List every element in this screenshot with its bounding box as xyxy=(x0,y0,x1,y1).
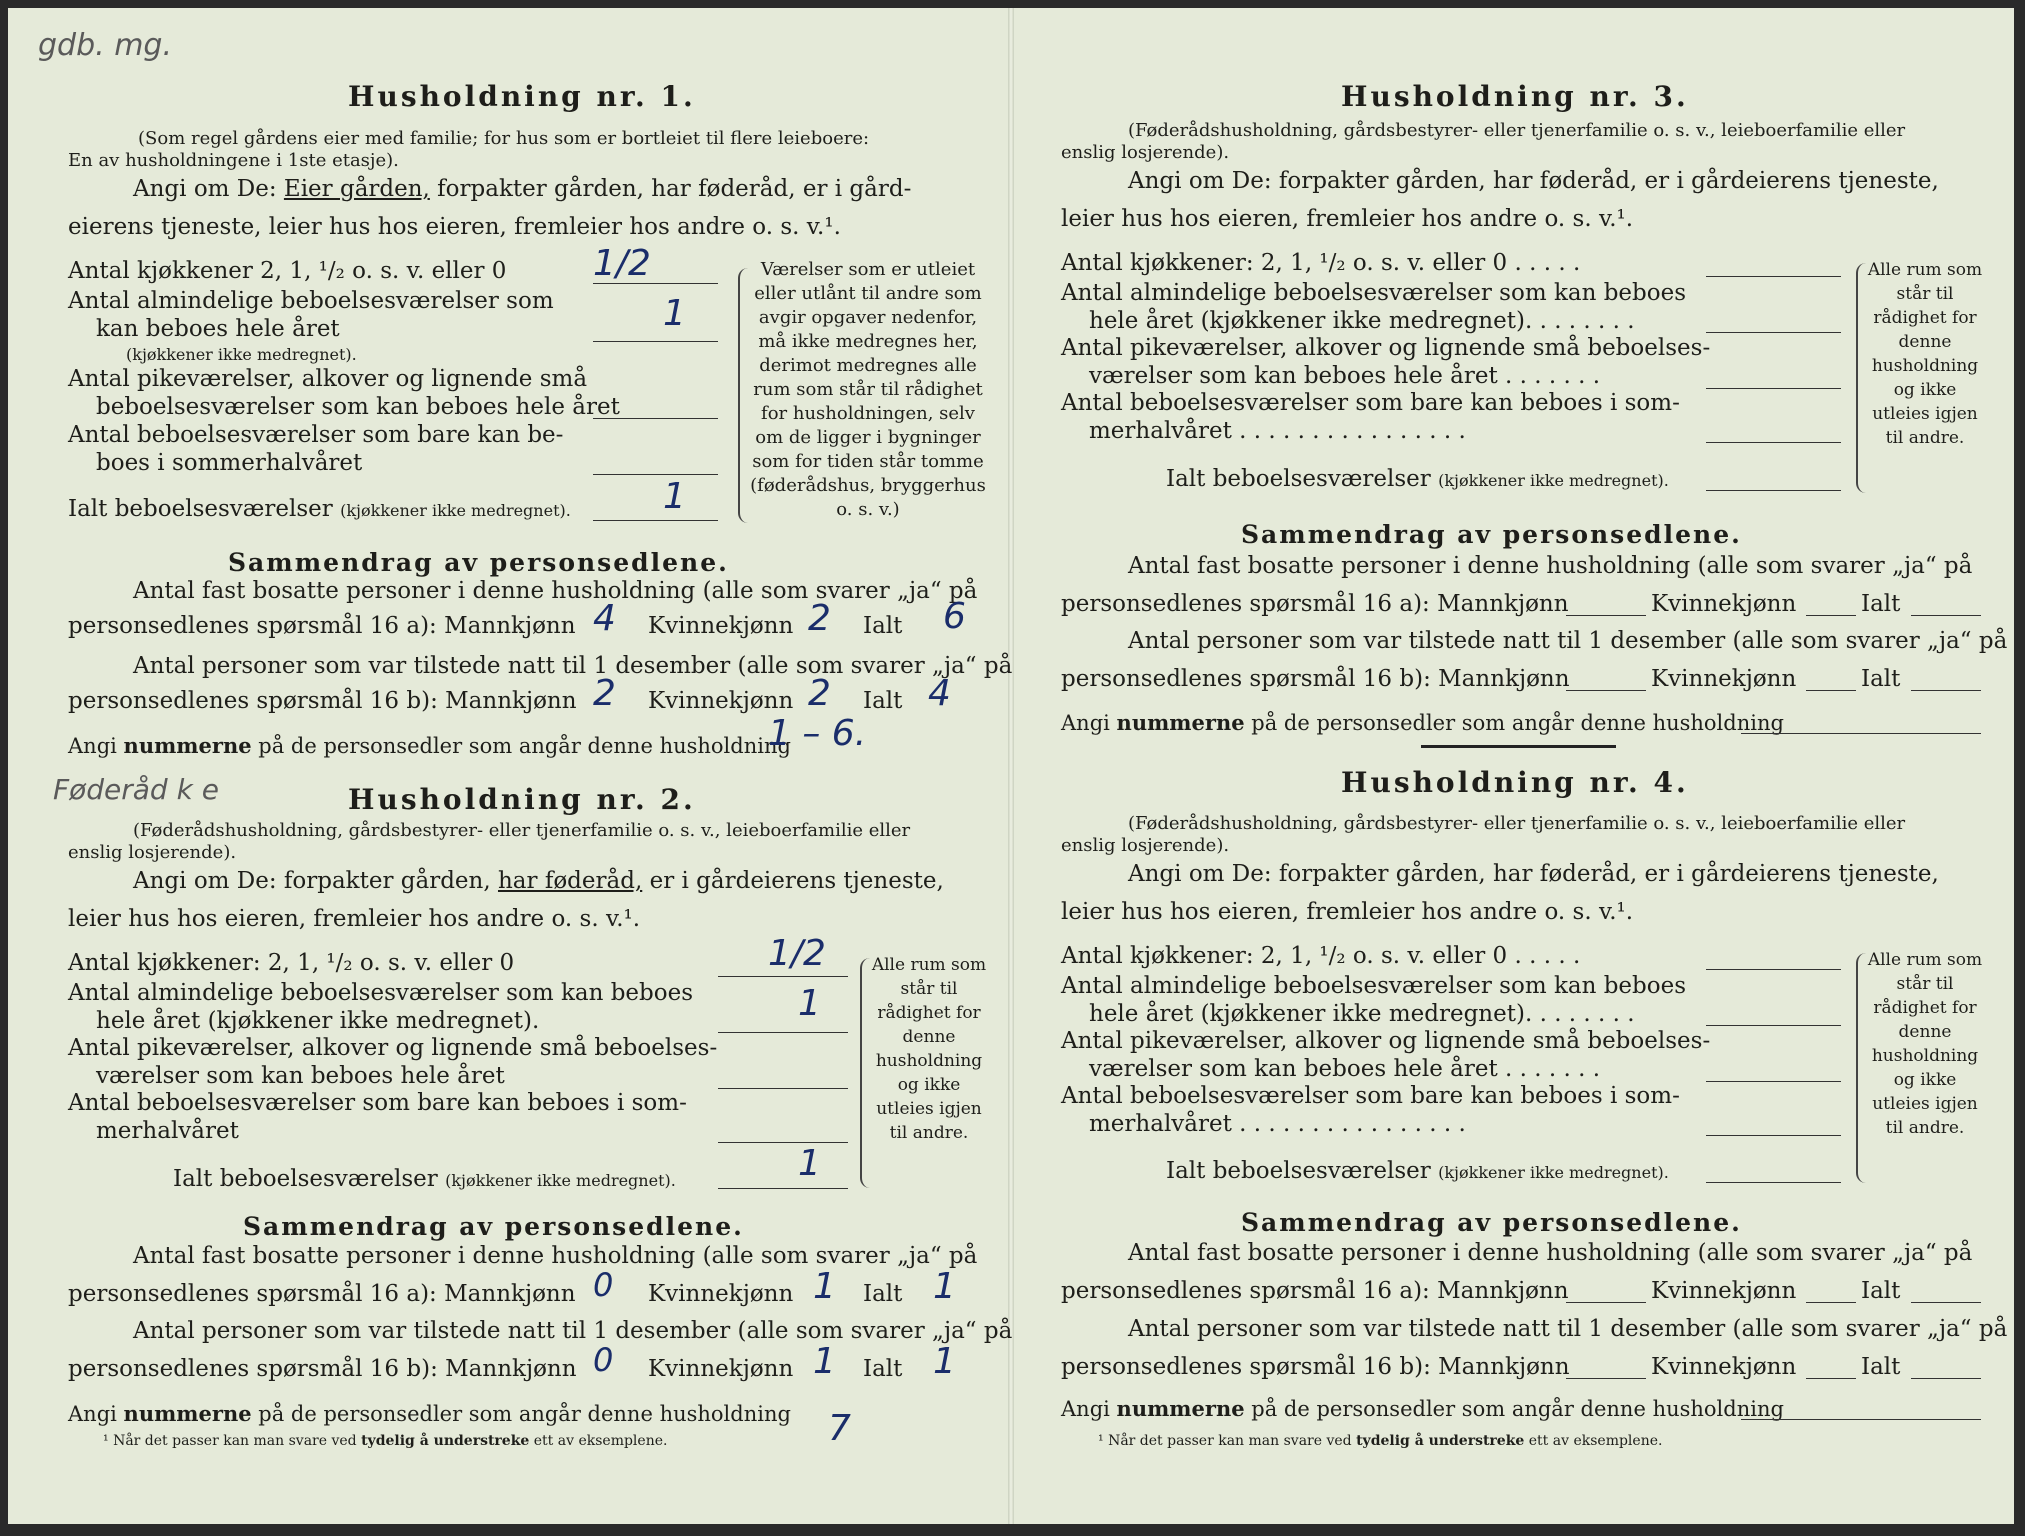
h1-a-kitchen: 1/2 xyxy=(593,243,651,284)
h3-tilst-kvinne-label: Kvinnekjønn xyxy=(1651,666,1797,692)
h2-fast-line1: Antal fast bosatte personer i denne husholdning (alle som svarer „ja“ på xyxy=(133,1243,978,1269)
h4-ialt-note: (kjøkkener ikke medregnet). xyxy=(1438,1163,1669,1182)
left-page xyxy=(8,8,1011,1524)
h3-fast-k-line xyxy=(1806,615,1856,616)
h1-angi-label: Angi om De: xyxy=(133,176,277,202)
h1-fast-line2 xyxy=(68,613,576,639)
h2-angi-line1 xyxy=(133,868,944,894)
h4-summary-title: Sammendrag av personsedlene. xyxy=(1241,1208,1742,1237)
h1-fast-k: 2 xyxy=(808,598,831,639)
h3-note-line2: enslig losjerende). xyxy=(1061,142,1230,163)
h1-ialt-label: Ialt beboelsesværelser xyxy=(68,496,333,522)
h2-sommer-line xyxy=(718,1142,848,1143)
h4-note-line2: enslig losjerende). xyxy=(1061,835,1230,856)
h1-q-pike1: Antal pikeværelser, alkover og lignende små xyxy=(68,366,588,392)
h2-a-kitchen: 1/2 xyxy=(768,933,826,974)
h4-q-pike1: Antal pikeværelser, alkover og lignende små beboelses- xyxy=(1061,1028,1711,1054)
h1-title: Husholdning nr. 1. xyxy=(348,80,696,113)
h2-q-kitchen: Antal kjøkkener: 2, 1, ¹/₂ o. s. v. eller 0 xyxy=(68,950,515,976)
h4-sommer-line xyxy=(1706,1135,1841,1136)
h2-fast-k: 1 xyxy=(813,1266,836,1307)
h3-q-alm1: Antal almindelige beboelsesværelser som kan beboes xyxy=(1061,280,1687,306)
h4-alm-line xyxy=(1706,1025,1841,1026)
h2-tilst-i: 1 xyxy=(933,1341,956,1382)
h1-angi-line1 xyxy=(133,176,911,202)
h3-tilst-label: personsedlenes spørsmål 16 b): Mannkjønn xyxy=(1061,666,1570,692)
h1-tilst-label: personsedlenes spørsmål 16 b): Mannkjønn xyxy=(68,688,577,714)
h3-note-line1: (Føderådshusholdning, gårdsbestyrer- eller tjenerfamilie o. s. v., leieboerfamilie eller xyxy=(1128,120,1906,141)
h1-tilst-ialt-label: Ialt xyxy=(863,688,903,714)
h1-angi-line2: eierens tjeneste, leier hus hos eieren, fremleier hos andre o. s. v.¹. xyxy=(68,214,841,240)
h2-q-sommer1: Antal beboelsesværelser som bare kan beboes i som- xyxy=(68,1090,687,1116)
h3-q-ialt xyxy=(1166,466,1669,492)
h2-tilst-ialt-label: Ialt xyxy=(863,1356,903,1382)
h1-a-alm: 1 xyxy=(663,293,686,334)
h1-tilst-k: 2 xyxy=(808,673,831,714)
h2-footnote-bold: tydelig å understreke xyxy=(361,1433,530,1449)
section-separator xyxy=(1421,745,1616,748)
h2-tilst-k: 1 xyxy=(813,1341,836,1382)
h1-fast-i: 6 xyxy=(943,596,966,637)
h2-a-alm: 1 xyxy=(798,983,821,1024)
h4-ialt-line xyxy=(1706,1182,1841,1183)
h2-footnote-pre: ¹ Når det passer kan man svare ved xyxy=(103,1433,357,1449)
h2-q-pike1: Antal pikeværelser, alkover og lignende små beboelses- xyxy=(68,1035,718,1061)
h1-tilst-m: 2 xyxy=(593,673,616,714)
h2-fast-m: 0 xyxy=(593,1266,614,1304)
h4-pike-line xyxy=(1706,1081,1841,1082)
h4-fast-kvinne-label: Kvinnekjønn xyxy=(1651,1278,1797,1304)
h4-side-note: Alle rum som står til rådighet for denne husholdning og ikke utleies igjen til andre. xyxy=(1867,950,1983,1138)
h2-angi-foderad-underlined: har føderåd, xyxy=(497,868,643,894)
h1-pike-line xyxy=(593,418,718,419)
h2-ialt-label: Ialt beboelsesværelser xyxy=(173,1166,438,1192)
h3-fast-ialt-label: Ialt xyxy=(1861,591,1901,617)
h1-tilst-kvinne-label: Kvinnekjønn xyxy=(648,688,794,714)
h1-fast-ialt-label: Ialt xyxy=(863,613,903,639)
h2-kitchen-line xyxy=(718,976,848,977)
h2-pencil-note: Føderåd k e xyxy=(53,773,219,806)
h4-tilst-ialt-label: Ialt xyxy=(1861,1354,1901,1380)
h4-fast-ialt-label: Ialt xyxy=(1861,1278,1901,1304)
h1-sommer-line xyxy=(593,474,718,475)
h1-nummer-pre: Angi xyxy=(68,734,117,758)
h3-ialt-line xyxy=(1706,490,1841,491)
h3-tilst-i-line xyxy=(1911,690,1981,691)
h1-summary-title: Sammendrag av personsedlene. xyxy=(228,548,729,577)
h1-fast-label: personsedlenes spørsmål 16 a): Mannkjønn xyxy=(68,613,576,639)
h4-fast-k-line xyxy=(1806,1302,1856,1303)
h4-fast-i-line xyxy=(1911,1302,1981,1303)
h3-nummer-line xyxy=(1061,710,1784,735)
h4-kitchen-line xyxy=(1706,969,1841,970)
h4-q-alm2: hele året (kjøkkener ikke medregnet). . . . . . . . xyxy=(1089,1001,1635,1027)
h2-title: Husholdning nr. 2. xyxy=(348,783,696,816)
h3-q-kitchen: Antal kjøkkener: 2, 1, ¹/₂ o. s. v. eller 0 . . . . . xyxy=(1061,250,1581,276)
h1-side-note: Værelser som er utleiet eller utlånt til andre som avgir opgaver nedenfor, må ikke medregnes her, derimot medregnes alle rum som står til rådighet for husholdningen, selv om de ligger i bygninger som for tiden står tomme (føderådshus, bryggerhus o. s. v.) xyxy=(750,259,986,520)
h3-sommer-line xyxy=(1706,442,1841,443)
h3-q-sommer2: merhalvåret . . . . . . . . . . . . . . . . xyxy=(1089,418,1466,444)
h3-tilst-ialt-label: Ialt xyxy=(1861,666,1901,692)
h4-q-sommer2: merhalvåret . . . . . . . . . . . . . . . . xyxy=(1089,1111,1466,1137)
h1-kitchen-line xyxy=(593,283,718,284)
h3-fast-m-line xyxy=(1566,615,1646,616)
h1-q-alm2: kan beboes hele året xyxy=(96,316,340,342)
h3-tilst-line1: Antal personer som var tilstede natt til 1 desember (alle som svarer „ja“ på xyxy=(1128,628,2008,654)
h1-nummer-val: 1 – 6. xyxy=(768,713,867,754)
h3-nummer-pre: Angi xyxy=(1061,711,1110,735)
h3-tilst-m-line xyxy=(1566,690,1646,691)
h2-pike-line xyxy=(718,1088,848,1089)
h1-fast-line1: Antal fast bosatte personer i denne husholdning (alle som svarer „ja“ på xyxy=(133,578,978,604)
h4-footnote-pre: ¹ Når det passer kan man svare ved xyxy=(1098,1433,1352,1449)
h3-alm-line xyxy=(1706,332,1841,333)
h3-angi-line2: leier hus hos eieren, fremleier hos andre o. s. v.¹. xyxy=(1061,206,1634,232)
h4-fast-m-line xyxy=(1566,1302,1646,1303)
h2-q-alm2: hele året (kjøkkener ikke medregnet). xyxy=(96,1008,540,1034)
h1-fast-m: 4 xyxy=(593,598,616,639)
right-page xyxy=(1011,8,2014,1524)
h1-q-pike2: beboelsesværelser som kan beboes hele året xyxy=(96,394,620,420)
h3-title: Husholdning nr. 3. xyxy=(1341,80,1689,113)
h3-nummer-post: på de personsedler som angår denne husholdning xyxy=(1251,711,1784,735)
h4-tilst-label: personsedlenes spørsmål 16 b): Mannkjønn xyxy=(1061,1354,1570,1380)
h3-fast-i-line xyxy=(1911,615,1981,616)
h2-fast-label: personsedlenes spørsmål 16 a): Mannkjønn xyxy=(68,1281,576,1307)
h2-nummer-bold: nummerne xyxy=(123,1401,252,1426)
h3-q-pike2: værelser som kan beboes hele året . . . . . . . xyxy=(1089,363,1601,389)
h2-ialt-line xyxy=(718,1188,848,1189)
h3-tilst-k-line xyxy=(1806,690,1856,691)
h2-note-line2: enslig losjerende). xyxy=(68,842,237,863)
h3-pike-line xyxy=(1706,388,1841,389)
h4-q-ialt xyxy=(1166,1158,1669,1184)
h2-alm-line xyxy=(718,1032,848,1033)
h2-a-ialt: 1 xyxy=(798,1143,821,1184)
h2-side-note: Alle rum som står til rådighet for denne husholdning og ikke utleies igjen til andre. xyxy=(871,955,987,1143)
h2-q-pike2: værelser som kan beboes hele året xyxy=(96,1063,505,1089)
h4-q-kitchen: Antal kjøkkener: 2, 1, ¹/₂ o. s. v. eller 0 . . . . . xyxy=(1061,943,1581,969)
h4-tilst-line1: Antal personer som var tilstede natt til 1 desember (alle som svarer „ja“ på xyxy=(1128,1316,2008,1342)
h4-angi-line1: Angi om De: forpakter gården, har føderåd, er i gårdeierens tjeneste, xyxy=(1128,861,1939,887)
h1-q-kitchen: Antal kjøkkener 2, 1, ¹/₂ o. s. v. eller 0 xyxy=(68,258,507,284)
h4-q-sommer1: Antal beboelsesværelser som bare kan beboes i som- xyxy=(1061,1083,1680,1109)
h1-tilst-i: 4 xyxy=(928,673,951,714)
h2-q-alm1: Antal almindelige beboelsesværelser som kan beboes xyxy=(68,980,694,1006)
h1-q-alm1: Antal almindelige beboelsesværelser som xyxy=(68,288,554,314)
h2-nummer-val: 7 xyxy=(828,1408,851,1449)
h4-footnote xyxy=(1098,1433,1662,1449)
h1-fast-kvinne-label: Kvinnekjønn xyxy=(648,613,794,639)
h4-tilst-i-line xyxy=(1911,1378,1981,1379)
h4-footnote-post: ett av eksemplene. xyxy=(1528,1433,1663,1449)
h2-angi-label: Angi om De: forpakter gården, xyxy=(133,868,491,894)
census-form-sheet xyxy=(8,8,2014,1524)
h1-ialt-line xyxy=(593,520,718,521)
h2-nummer-line xyxy=(68,1401,791,1426)
h2-nummer-pre: Angi xyxy=(68,1402,117,1426)
h1-q-sommer2: boes i sommerhalvåret xyxy=(96,450,363,476)
h1-tilst-line1: Antal personer som var tilstede natt til 1 desember (alle som svarer „ja“ på xyxy=(133,653,1013,679)
h2-fast-ialt-label: Ialt xyxy=(863,1281,903,1307)
h2-tilst-kvinne-label: Kvinnekjønn xyxy=(648,1356,794,1382)
h2-tilst-line1: Antal personer som var tilstede natt til 1 desember (alle som svarer „ja“ på xyxy=(133,1318,1013,1344)
h3-fast-line1: Antal fast bosatte personer i denne husholdning (alle som svarer „ja“ på xyxy=(1128,553,1973,579)
h3-angi-line1: Angi om De: forpakter gården, har føderåd, er i gårdeierens tjeneste, xyxy=(1128,168,1939,194)
h4-q-pike2: værelser som kan beboes hele året . . . . . . . xyxy=(1089,1056,1601,1082)
h4-nummer-line-blank xyxy=(1741,1419,1981,1420)
h2-q-ialt xyxy=(173,1166,676,1192)
h4-footnote-bold: tydelig å understreke xyxy=(1356,1433,1525,1449)
h1-angi-eier-underlined: Eier gården, xyxy=(283,176,430,202)
h3-q-pike1: Antal pikeværelser, alkover og lignende små beboelses- xyxy=(1061,335,1711,361)
h2-fast-i: 1 xyxy=(933,1266,956,1307)
h4-nummer-line xyxy=(1061,1396,1784,1421)
h1-a-ialt: 1 xyxy=(663,476,686,517)
h1-alm-line xyxy=(593,341,718,342)
h1-nummer-post: på de personsedler som angår denne husholdning xyxy=(258,734,791,758)
h3-nummer-line-blank xyxy=(1741,733,1981,734)
h2-angi-rest: er i gårdeierens tjeneste, xyxy=(649,868,944,894)
corner-pencil-note: gdb. mg. xyxy=(38,28,173,63)
h1-note-line1: (Som regel gårdens eier med familie; for hus som er bortleiet til flere leieboere: xyxy=(138,128,870,149)
h2-summary-title: Sammendrag av personsedlene. xyxy=(243,1212,744,1241)
h2-fast-kvinne-label: Kvinnekjønn xyxy=(648,1281,794,1307)
h3-kitchen-line xyxy=(1706,276,1841,277)
h1-q-sommer1: Antal beboelsesværelser som bare kan be- xyxy=(68,422,564,448)
h4-nummer-post: på de personsedler som angår denne husholdning xyxy=(1251,1397,1784,1421)
h4-tilst-k-line xyxy=(1806,1378,1856,1379)
h3-nummer-bold: nummerne xyxy=(1116,710,1245,735)
h4-nummer-bold: nummerne xyxy=(1116,1396,1245,1421)
h4-tilst-m-line xyxy=(1566,1378,1646,1379)
h2-footnote-post: ett av eksemplene. xyxy=(533,1433,668,1449)
h1-nummer-line xyxy=(68,733,791,758)
h1-ialt-note: (kjøkkener ikke medregnet). xyxy=(340,501,571,520)
h2-q-sommer2: merhalvåret xyxy=(96,1118,239,1144)
h3-q-sommer1: Antal beboelsesværelser som bare kan beboes i som- xyxy=(1061,390,1680,416)
h3-ialt-label: Ialt beboelsesværelser xyxy=(1166,466,1431,492)
h1-q-alm3: (kjøkkener ikke medregnet). xyxy=(126,345,357,364)
h4-fast-line1: Antal fast bosatte personer i denne husholdning (alle som svarer „ja“ på xyxy=(1128,1240,1973,1266)
h3-fast-label: personsedlenes spørsmål 16 a): Mannkjønn xyxy=(1061,591,1569,617)
h4-angi-line2: leier hus hos eieren, fremleier hos andre o. s. v.¹. xyxy=(1061,899,1634,925)
h2-note-line1: (Føderådshusholdning, gårdsbestyrer- eller tjenerfamilie o. s. v., leieboerfamilie eller xyxy=(133,820,911,841)
h3-ialt-note: (kjøkkener ikke medregnet). xyxy=(1438,471,1669,490)
h2-nummer-post: på de personsedler som angår denne husholdning xyxy=(258,1402,791,1426)
h2-footnote xyxy=(103,1433,667,1449)
h3-q-alm2: hele året (kjøkkener ikke medregnet). . . . . . . . xyxy=(1089,308,1635,334)
h4-ialt-label: Ialt beboelsesværelser xyxy=(1166,1158,1431,1184)
h4-note-line1: (Føderådshusholdning, gårdsbestyrer- eller tjenerfamilie o. s. v., leieboerfamilie eller xyxy=(1128,813,1906,834)
h2-tilst-m: 0 xyxy=(593,1341,614,1379)
h3-summary-title: Sammendrag av personsedlene. xyxy=(1241,520,1742,549)
h3-side-note: Alle rum som står til rådighet for denne husholdning og ikke utleies igjen til andre. xyxy=(1867,260,1983,448)
h1-note-line2: En av husholdningene i 1ste etasje). xyxy=(68,150,399,171)
h4-title: Husholdning nr. 4. xyxy=(1341,766,1689,799)
h3-fast-kvinne-label: Kvinnekjønn xyxy=(1651,591,1797,617)
h4-nummer-pre: Angi xyxy=(1061,1397,1110,1421)
h2-tilst-label: personsedlenes spørsmål 16 b): Mannkjønn xyxy=(68,1356,577,1382)
h4-fast-label: personsedlenes spørsmål 16 a): Mannkjønn xyxy=(1061,1278,1569,1304)
h1-angi-rest: forpakter gården, har føderåd, er i gård- xyxy=(437,176,912,202)
h4-tilst-kvinne-label: Kvinnekjønn xyxy=(1651,1354,1797,1380)
h2-angi-line2: leier hus hos eieren, fremleier hos andre o. s. v.¹. xyxy=(68,906,641,932)
h4-q-alm1: Antal almindelige beboelsesværelser som kan beboes xyxy=(1061,973,1687,999)
h2-ialt-note: (kjøkkener ikke medregnet). xyxy=(445,1171,676,1190)
h1-q-ialt xyxy=(68,496,571,522)
h1-nummer-bold: nummerne xyxy=(123,733,252,758)
